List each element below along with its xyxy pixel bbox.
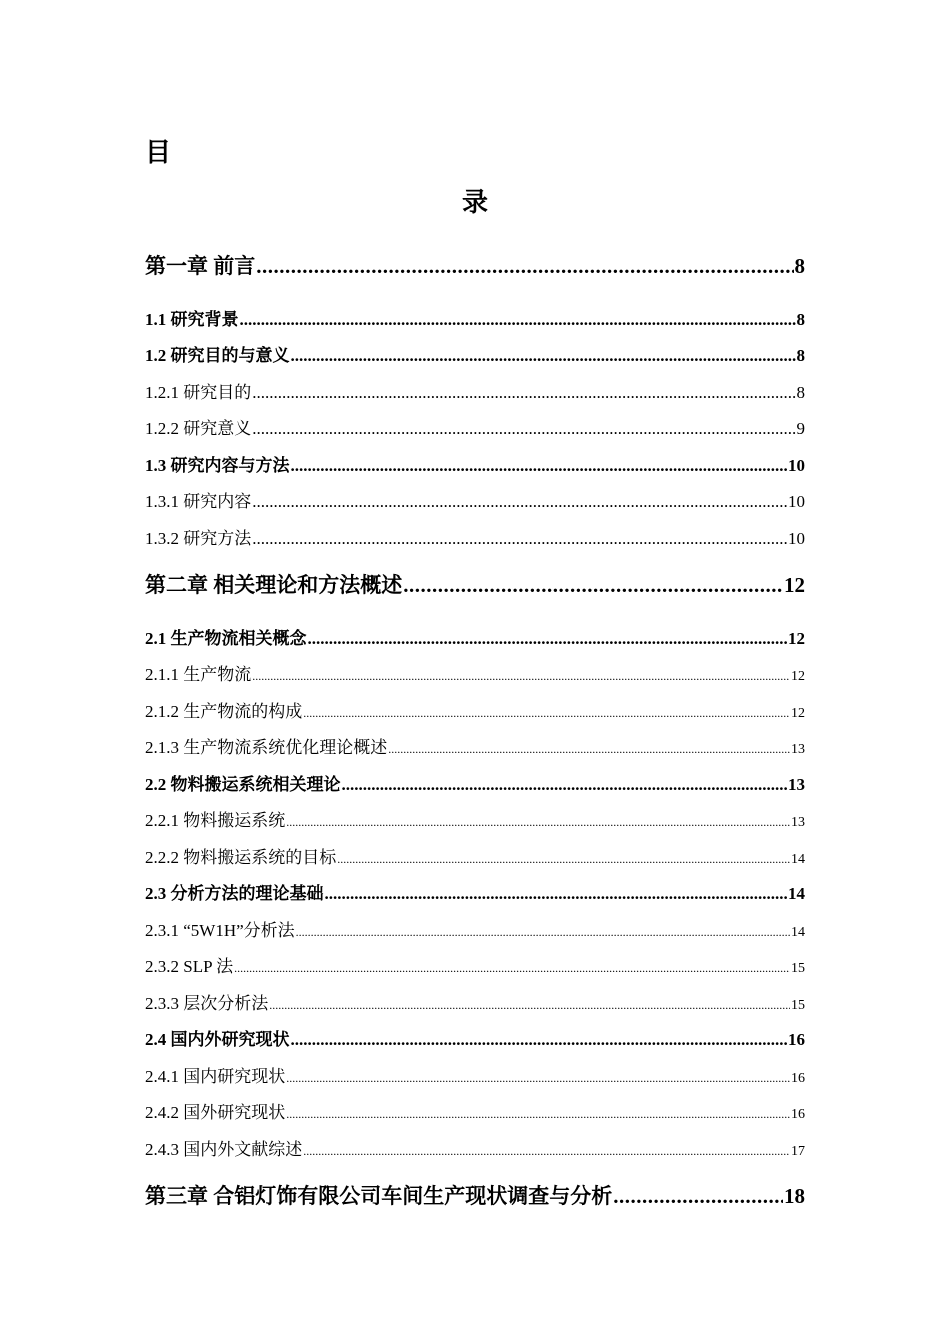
toc-entry-subsection[interactable] [145,843,805,868]
toc-entry-page: 14 [791,925,805,940]
toc-entry-page: 12 [791,669,805,684]
dot-leader [252,492,787,512]
toc-entry-label: 2.2.1 物料搬运系统 [145,811,286,830]
toc-entry-subsection[interactable] [145,1062,805,1087]
toc-entry-subsection[interactable] [145,916,805,941]
toc-entry-page: 13 [791,742,805,757]
dot-leader [291,346,796,366]
dot-leader [325,884,788,904]
toc-entry-page: 12 [791,706,805,721]
toc-entry-label: 1.1 研究背景 [145,310,239,329]
dot-leader [337,852,790,867]
toc-entry-label: 第三章 合铝灯饰有限公司车间生产现状调查与分析 [145,1184,613,1208]
toc-entry-subsection[interactable] [145,952,805,977]
toc-entry-section[interactable] [145,879,805,904]
toc-entry-label: 1.2.1 研究目的 [145,383,252,402]
toc-entry-section[interactable] [145,1025,805,1050]
toc-entry-page: 14 [791,852,805,867]
toc-entry-label: 2.4.2 国外研究现状 [145,1103,286,1122]
toc-entry-label: 2.4.1 国内研究现状 [145,1067,286,1086]
toc-entry-subsection[interactable] [145,806,805,831]
dot-leader [613,1184,783,1209]
toc-entry-section[interactable] [145,305,805,330]
toc-entry-subsection[interactable] [145,487,805,512]
toc-entry-page: 8 [794,254,805,278]
toc-entry-label: 第二章 相关理论和方法概述 [145,573,403,597]
toc-entry-label: 2.1.2 生产物流的构成 [145,702,303,721]
dot-leader [286,1107,790,1122]
toc-entry-page: 16 [788,1030,805,1049]
toc-entry-subsection[interactable] [145,989,805,1014]
toc-entry-chapter-1[interactable] [145,250,805,280]
dot-leader [240,310,796,330]
toc-entry-chapter-3[interactable] [145,1180,805,1210]
dot-leader [291,456,788,476]
dot-leader [269,998,790,1013]
dot-leader [388,742,790,757]
toc-entry-label: 2.1 生产物流相关概念 [145,629,307,648]
toc-entry-label: 1.3 研究内容与方法 [145,456,290,475]
dot-leader [296,925,790,940]
dot-leader [303,1144,790,1159]
toc-entry-subsection[interactable] [145,378,805,403]
toc-entry-page: 18 [784,1184,805,1208]
toc-entry-subsection[interactable] [145,1098,805,1123]
toc-entry-page: 13 [791,815,805,830]
toc-entry-label: 2.1.3 生产物流系统优化理论概述 [145,738,388,757]
toc-entry-page: 8 [796,310,805,329]
dot-leader [252,669,790,684]
toc-entry-section[interactable] [145,451,805,476]
dot-leader [403,573,783,598]
toc-entry-label: 2.3 分析方法的理论基础 [145,884,324,903]
toc-title-part-2: 录 [461,188,488,218]
toc-entry-page: 15 [791,961,805,976]
toc-entry-page: 8 [796,346,805,365]
dot-leader [342,775,788,795]
toc-entry-page: 12 [784,573,805,597]
toc-entry-label: 2.2 物料搬运系统相关理论 [145,775,341,794]
toc-entry-label: 2.1.1 生产物流 [145,665,252,684]
toc-entry-page: 17 [791,1144,805,1159]
toc-entry-page: 12 [788,629,805,648]
toc-entry-label: 2.3.1 “5W1H”分析法 [145,921,295,940]
toc-title-part-1: 目 [145,138,172,168]
toc-entry-label: 1.3.1 研究内容 [145,492,252,511]
toc-entry-label: 1.2.2 研究意义 [145,419,252,438]
toc-entry-page: 10 [788,456,805,475]
dot-leader [291,1030,788,1050]
dot-leader [286,1071,790,1086]
toc-entry-page: 10 [788,529,805,548]
toc-entry-label: 2.3.3 层次分析法 [145,994,269,1013]
toc-entry-subsection[interactable] [145,524,805,549]
dot-leader [308,629,788,649]
toc-entry-label: 2.4 国内外研究现状 [145,1030,290,1049]
toc-entry-subsection[interactable] [145,733,805,758]
dot-leader [234,961,790,976]
toc-entry-chapter-2[interactable] [145,569,805,599]
toc-entry-page: 8 [796,383,805,402]
dot-leader [252,419,795,439]
toc-entry-label: 2.4.3 国内外文献综述 [145,1140,303,1159]
toc-entry-page: 14 [788,884,805,903]
toc-entry-page: 13 [788,775,805,794]
dot-leader [303,706,790,721]
toc-entry-subsection[interactable] [145,1135,805,1160]
dot-leader [256,254,793,279]
toc-entry-page: 10 [788,492,805,511]
toc-entry-subsection[interactable] [145,660,805,685]
toc-entry-subsection[interactable] [145,414,805,439]
toc-entry-section[interactable] [145,341,805,366]
dot-leader [286,815,790,830]
toc-entry-label: 第一章 前言 [145,254,256,278]
toc-entry-section[interactable] [145,770,805,795]
toc-entry-page: 9 [796,419,805,438]
toc-entry-page: 16 [791,1071,805,1086]
toc-entry-label: 1.2 研究目的与意义 [145,346,290,365]
toc-entry-section[interactable] [145,624,805,649]
toc-entry-page: 15 [791,998,805,1013]
dot-leader [252,383,795,403]
toc-entry-label: 2.2.2 物料搬运系统的目标 [145,848,337,867]
dot-leader [252,529,787,549]
toc-entry-label: 1.3.2 研究方法 [145,529,252,548]
toc-entry-subsection[interactable] [145,697,805,722]
toc-entry-page: 16 [791,1107,805,1122]
toc-entry-label: 2.3.2 SLP 法 [145,957,234,976]
